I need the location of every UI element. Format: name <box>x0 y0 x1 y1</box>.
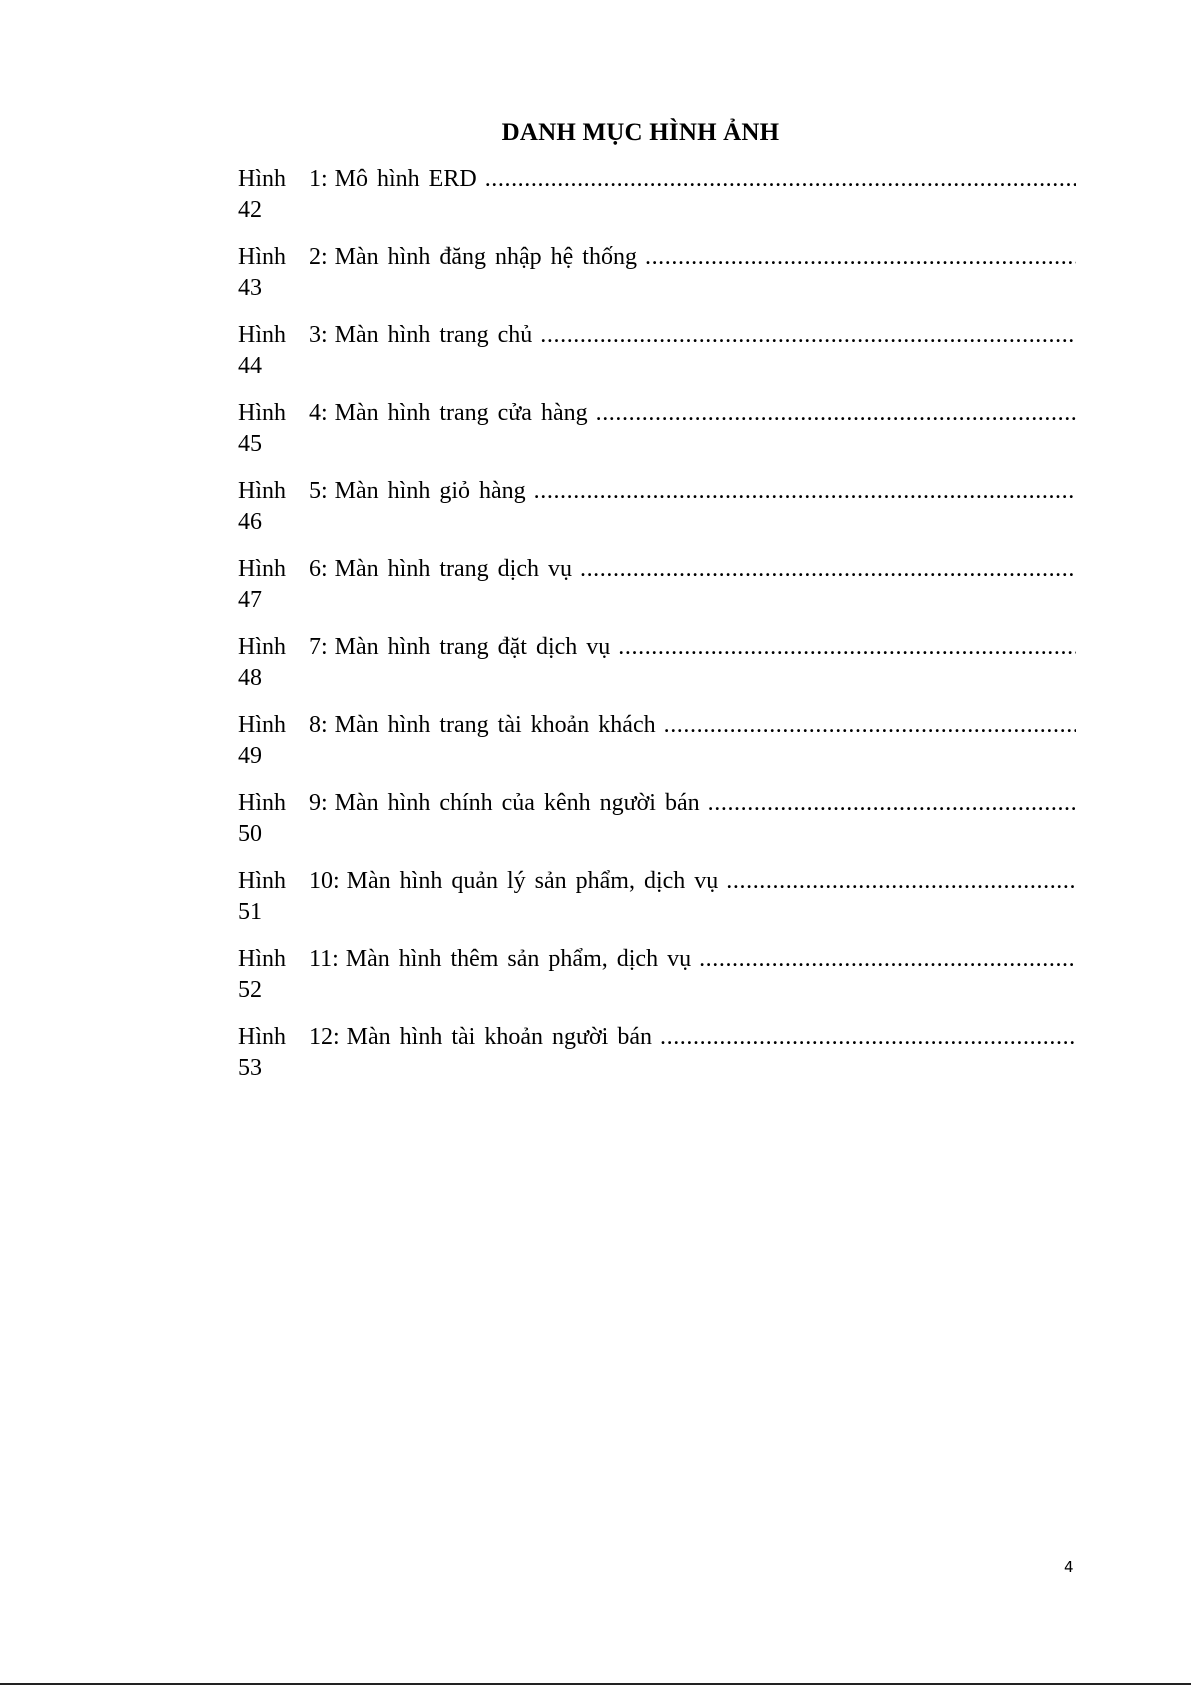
toc-entry[interactable] <box>238 944 1076 1022</box>
dot-leader <box>580 554 1076 585</box>
toc-entry-line <box>238 554 1076 585</box>
figure-label: Hình <box>238 634 286 660</box>
figure-number: 10: <box>309 868 340 894</box>
toc-entry-line <box>238 164 1076 195</box>
figure-list <box>238 164 1076 1100</box>
figure-page-number: 49 <box>238 743 262 769</box>
page-title: DANH MỤC HÌNH ẢNH <box>501 119 780 146</box>
dot-leader <box>708 788 1076 819</box>
toc-entry[interactable] <box>238 866 1076 944</box>
dot-leader <box>660 1022 1076 1053</box>
figure-label: Hình <box>238 400 286 426</box>
figure-label: Hình <box>238 790 286 816</box>
toc-entry-line <box>238 1022 1076 1053</box>
toc-entry[interactable] <box>238 710 1076 788</box>
page-number: 4 <box>1064 1558 1074 1576</box>
figure-number: 9: <box>309 790 328 816</box>
toc-entry[interactable] <box>238 554 1076 632</box>
toc-entry-line <box>238 944 1076 975</box>
dot-leader <box>596 398 1076 429</box>
toc-entry[interactable] <box>238 320 1076 398</box>
figure-number: 4: <box>309 400 328 426</box>
toc-entry-line <box>238 242 1076 273</box>
figure-label: Hình <box>238 478 286 504</box>
figure-label: Hình <box>238 868 286 894</box>
dot-leader <box>699 944 1076 975</box>
figure-title: Màn hình quản lý sản phẩm, dịch vụ <box>346 868 719 894</box>
figure-title: Màn hình chính của kênh người bán <box>334 790 700 816</box>
figure-number: 12: <box>309 1024 340 1050</box>
dot-leader <box>664 710 1076 741</box>
figure-title: Màn hình trang tài khoản khách <box>334 712 656 738</box>
figure-title: Màn hình trang chủ <box>334 322 533 348</box>
dot-leader <box>645 242 1076 273</box>
toc-entry[interactable] <box>238 242 1076 320</box>
dot-leader <box>540 320 1076 351</box>
toc-entry[interactable] <box>238 632 1076 710</box>
figure-label: Hình <box>238 322 286 348</box>
figure-number: 1: <box>309 166 328 192</box>
toc-entry[interactable] <box>238 788 1076 866</box>
figure-page-number: 53 <box>238 1055 262 1081</box>
toc-entry-line <box>238 476 1076 507</box>
toc-entry[interactable] <box>238 476 1076 554</box>
toc-entry-line <box>238 398 1076 429</box>
figure-number: 11: <box>309 946 339 972</box>
figure-page-number: 45 <box>238 431 262 457</box>
dot-leader <box>726 866 1076 897</box>
toc-entry-line <box>238 788 1076 819</box>
figure-label: Hình <box>238 1024 286 1050</box>
figure-page-number: 48 <box>238 665 262 691</box>
toc-entry-line <box>238 866 1076 897</box>
figure-page-number: 44 <box>238 353 262 379</box>
figure-title: Màn hình giỏ hàng <box>334 478 526 504</box>
figure-label: Hình <box>238 712 286 738</box>
toc-entry-line <box>238 710 1076 741</box>
figure-page-number: 47 <box>238 587 262 613</box>
figure-title: Màn hình đăng nhập hệ thống <box>334 244 637 270</box>
figure-title: Màn hình tài khoản người bán <box>346 1024 652 1050</box>
figure-page-number: 46 <box>238 509 262 535</box>
toc-entry-line <box>238 320 1076 351</box>
figure-title: Màn hình thêm sản phẩm, dịch vụ <box>345 946 692 972</box>
figure-number: 3: <box>309 322 328 348</box>
figure-title: Màn hình trang đặt dịch vụ <box>334 634 611 660</box>
toc-entry[interactable] <box>238 398 1076 476</box>
figure-label: Hình <box>238 556 286 582</box>
figure-number: 8: <box>309 712 328 738</box>
dot-leader <box>534 476 1076 507</box>
dot-leader <box>485 164 1076 195</box>
figure-number: 5: <box>309 478 328 504</box>
figure-label: Hình <box>238 166 286 192</box>
figure-title: Màn hình trang cửa hàng <box>334 400 588 426</box>
figure-number: 2: <box>309 244 328 270</box>
toc-entry-line <box>238 632 1076 663</box>
toc-entry[interactable] <box>238 1022 1076 1100</box>
figure-page-number: 51 <box>238 899 262 925</box>
figure-number: 6: <box>309 556 328 582</box>
figure-title: Màn hình trang dịch vụ <box>334 556 572 582</box>
figure-page-number: 43 <box>238 275 262 301</box>
figure-label: Hình <box>238 946 286 972</box>
figure-page-number: 50 <box>238 821 262 847</box>
figure-page-number: 42 <box>238 197 262 223</box>
figure-label: Hình <box>238 244 286 270</box>
figure-number: 7: <box>309 634 328 660</box>
toc-entry[interactable] <box>238 164 1076 242</box>
dot-leader <box>618 632 1076 663</box>
figure-title: Mô hình ERD <box>334 166 477 192</box>
figure-page-number: 52 <box>238 977 262 1003</box>
